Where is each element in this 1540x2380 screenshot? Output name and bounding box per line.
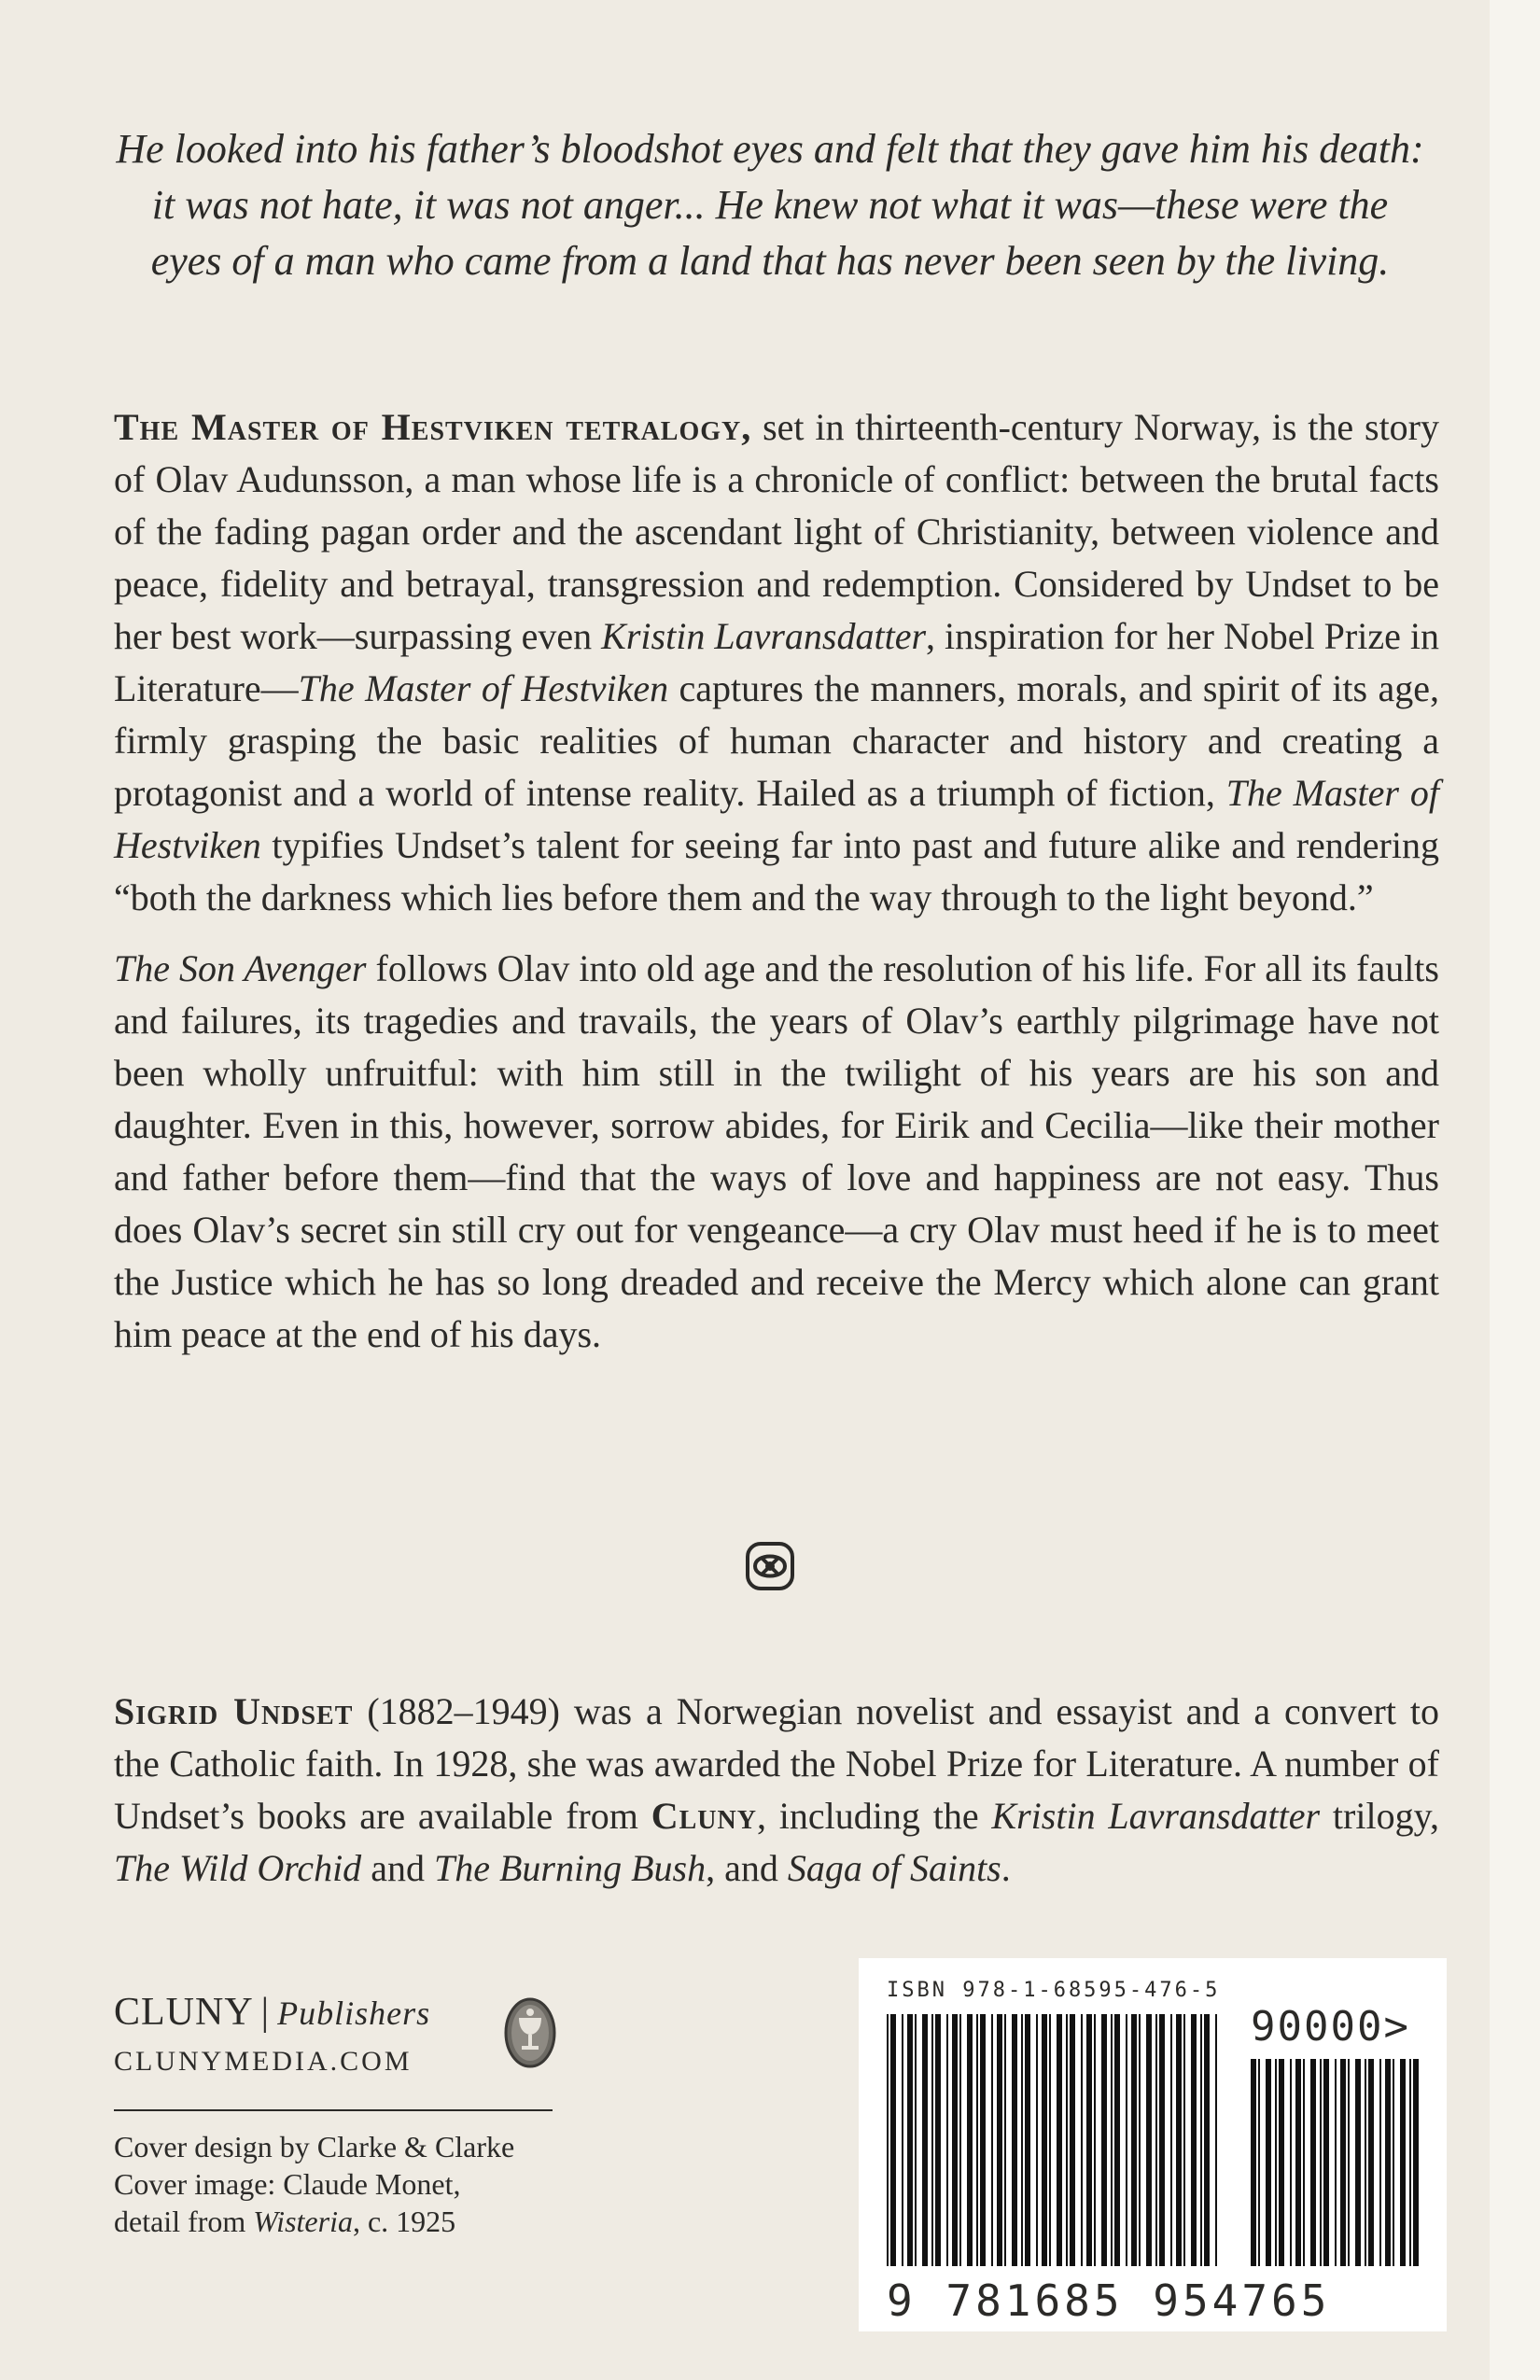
- barcode-bar: [887, 2014, 889, 2266]
- publisher-url: CLUNYMEDIA.COM: [114, 2046, 413, 2077]
- barcode-bar: [1279, 2059, 1284, 2266]
- description-paragraph-1: [114, 401, 1439, 924]
- barcode-bar: [1368, 2059, 1374, 2266]
- book-title: The Burning Bush: [433, 1847, 707, 1889]
- epigraph-line: He looked into his father’s bloodshot eyes and felt that they gave him his death:: [116, 126, 1424, 172]
- credit-text: detail from: [114, 2205, 254, 2238]
- publisher-role: Publishers: [277, 1995, 431, 2032]
- book-title: The Master of Hestviken: [114, 772, 1439, 866]
- credit-line: Cover image: Claude Monet,: [114, 2167, 461, 2201]
- price-addon: 90000>: [1251, 2003, 1410, 2051]
- bio-text: .: [1001, 1847, 1011, 1889]
- barcode-bar: [1191, 2014, 1197, 2266]
- barcode-bar: [1146, 2014, 1152, 2266]
- barcode-bar: [1159, 2014, 1165, 2266]
- epigraph-line: eyes of a man who came from a land that has never been seen by the living.: [150, 238, 1390, 284]
- barcode-bar: [1413, 2059, 1419, 2266]
- credit-text: , c. 1925: [352, 2205, 456, 2238]
- barcode-bar: [1355, 2059, 1361, 2266]
- barcode-bar: [980, 2014, 986, 2266]
- barcode-bar: [1409, 2059, 1411, 2266]
- barcode-bar: [1126, 2014, 1127, 2266]
- barcode-bar: [1155, 2014, 1157, 2266]
- publisher-separator: |: [260, 1991, 271, 2034]
- credit-line: [114, 2203, 562, 2240]
- barcode-bar: [1340, 2059, 1346, 2266]
- barcode-bar: [1258, 2059, 1260, 2266]
- barcode-bar: [1251, 2059, 1256, 2266]
- barcode-bar: [1393, 2059, 1394, 2266]
- barcode-bar: [1012, 2014, 1017, 2266]
- barcode-bar: [1290, 2059, 1292, 2266]
- credit-line: Cover design by Clarke & Clarke: [114, 2130, 515, 2163]
- author-name: Sigrid Undset: [114, 1690, 354, 1732]
- series-title: The Master of Hestviken tetralogy,: [114, 406, 752, 448]
- barcode-bar: [991, 2014, 993, 2266]
- barcode-bar: [1111, 2014, 1113, 2266]
- barcode-bar: [1101, 2014, 1107, 2266]
- barcode-bar: [1303, 2059, 1305, 2266]
- description-text: typifies Undset’s talent for seeing far into past and future alike and rendering “both the darkness which lies before them and the way through to the light beyond.”: [114, 824, 1439, 918]
- barcode-bar: [976, 2014, 978, 2266]
- barcode-bar: [931, 2014, 933, 2266]
- publisher-name-line: [114, 1988, 562, 2037]
- page-edge-strip: [1490, 0, 1540, 2380]
- barcode-bar: [1036, 2014, 1038, 2266]
- barcode-bar: [1348, 2059, 1350, 2266]
- publisher-mention: Cluny: [651, 1795, 757, 1837]
- bio-text: (1882–1949) was a Norwegian novelist and essayist and a convert to the Catholic faith. In 1928, she was awarded the Nobel Prize for Literature. A number of Undset’s books are available from: [114, 1690, 1440, 1837]
- barcode-bar: [1295, 2059, 1301, 2266]
- barcode-bar: [959, 2014, 961, 2266]
- artwork-title: Wisteria: [253, 2205, 353, 2238]
- barcode-bar: [935, 2014, 941, 2266]
- addon-bars: [1251, 2059, 1419, 2266]
- barcode-bar: [1021, 2014, 1023, 2266]
- barcode-bar: [1335, 2059, 1337, 2266]
- isbn-label: ISBN 978-1-68595-476-5: [887, 1979, 1221, 2002]
- book-title: The Wild Orchid: [114, 1847, 362, 1889]
- barcode-bar: [967, 2014, 973, 2266]
- barcode-bar: [922, 2014, 928, 2266]
- description-text: follows Olav into old age and the resolution of his life. For all its faults and failures, its tragedies and travails, the years of Olav’s earthly pilgrimage have not been wholly unfruitful: with him still in the twilight of his years are his son and daughter. Even in this, however, sorrow abides, for Eirik and Cecilia—like their mother and father before them—find that the ways of love and happiness are not easy. Thus does Olav’s secret sin still cry out for vengeance—a cry Olav must heed if he is to meet the Justice which he has so long dreaded and receive the Mercy which alone can grant him peace at the end of his days.: [114, 947, 1439, 1355]
- barcode-bar: [1266, 2059, 1271, 2266]
- barcode-bar: [1139, 2014, 1141, 2266]
- bio-text: and: [361, 1847, 434, 1889]
- barcode-bar: [1114, 2014, 1120, 2266]
- knot-ornament-icon: [744, 1540, 796, 1592]
- epigraph-quote: [103, 121, 1437, 289]
- book-title: Kristin Lavransdatter: [601, 615, 927, 657]
- cover-credits: [114, 2128, 562, 2240]
- chalice-seal-icon: [504, 1997, 556, 2068]
- barcode-bar: [1049, 2014, 1051, 2266]
- barcode-bar: [1310, 2059, 1316, 2266]
- description-text: captures the manners, morals, and spirit of its age, firmly grasping the basic realities of human character and history and creating a protagonist and a world of intense reality. Hailed as a triumph of fiction,: [114, 667, 1439, 814]
- description-paragraph-2: [114, 943, 1439, 1361]
- bio-text: trilogy,: [1320, 1795, 1439, 1837]
- barcode-bar: [1070, 2014, 1075, 2266]
- barcode-bar: [1183, 2014, 1185, 2266]
- barcode-bar: [1385, 2059, 1391, 2266]
- divider: [114, 2109, 553, 2111]
- barcode-bar: [1275, 2059, 1277, 2266]
- barcode-bar: [907, 2014, 913, 2266]
- barcode-bar: [1042, 2014, 1047, 2266]
- barcode-bar: [1094, 2014, 1096, 2266]
- book-title: The Son Avenger: [114, 947, 367, 989]
- barcode-bar: [1081, 2014, 1083, 2266]
- barcode-bar: [952, 2014, 958, 2266]
- ean-digits: 9 781685 954765: [887, 2275, 1331, 2326]
- bio-text: , and: [706, 1847, 788, 1889]
- bio-text: , including the: [756, 1795, 992, 1837]
- description-text: set in thirteenth-century Norway, is the story of Olav Audunsson, a man whose life is a chronicle of conflict: between the brutal facts of the fading pagan order and the ascendant light of Christianity, between violence and peace, fidelity and betrayal, transgression and redemption. Considered by Undset to be her best work—surpassing even: [114, 406, 1440, 657]
- barcode-bar: [890, 2014, 896, 2266]
- book-title: Saga of Saints: [787, 1847, 1001, 1889]
- book-description: [114, 401, 1439, 1379]
- barcode-bar: [1200, 2014, 1202, 2266]
- barcode-bar: [1400, 2059, 1406, 2266]
- barcode-bar: [1379, 2059, 1381, 2266]
- ean-bars: [887, 2014, 1217, 2266]
- barcode-bar: [1066, 2014, 1068, 2266]
- barcode-bar: [1004, 2014, 1006, 2266]
- barcode-bar: [1131, 2014, 1137, 2266]
- barcode-bar: [1323, 2059, 1329, 2266]
- author-bio: [114, 1686, 1439, 1895]
- book-title: The Master of Hestviken: [298, 667, 669, 709]
- description-text: , inspiration for her Nobel Prize in Literature—: [114, 615, 1439, 709]
- barcode-bar: [1320, 2059, 1322, 2266]
- publisher-name: CLUNY: [114, 1991, 254, 2034]
- barcode-bar: [1057, 2014, 1062, 2266]
- barcode-bar: [1086, 2014, 1092, 2266]
- barcode-bar: [1170, 2014, 1172, 2266]
- barcode-bar: [915, 2014, 917, 2266]
- barcode-bar: [946, 2014, 948, 2266]
- book-title: Kristin Lavransdatter: [991, 1795, 1321, 1837]
- barcode-bar: [997, 2014, 1002, 2266]
- barcode-bar: [1176, 2014, 1182, 2266]
- barcode-bar: [1204, 2014, 1210, 2266]
- barcode-bar: [902, 2014, 903, 2266]
- epigraph-line: it was not hate, it was not anger... He knew not what it was—these were the: [151, 182, 1389, 228]
- bio-paragraph: [114, 1686, 1439, 1895]
- publisher-block: [114, 1988, 562, 2082]
- barcode-bar: [1025, 2014, 1030, 2266]
- barcode-bar: [1215, 2014, 1217, 2266]
- barcode-panel: [859, 1958, 1447, 2331]
- barcode-bar: [1365, 2059, 1366, 2266]
